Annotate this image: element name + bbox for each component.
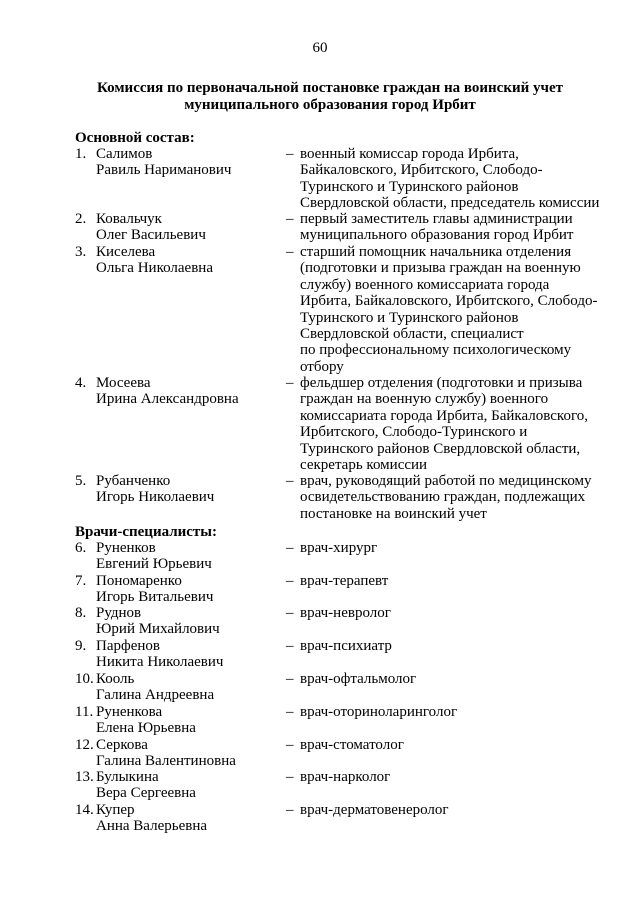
- role-line: Туринского районов Свердловской области,: [300, 440, 581, 457]
- member-number: 4.: [75, 375, 87, 391]
- dash-separator: –: [286, 244, 294, 260]
- member-role: [300, 704, 615, 720]
- role-line: комиссариата города Ирбита, Байкаловского,: [300, 407, 588, 424]
- title-line-1: Комиссия по первоначальной постановке граждан на воинский учет: [97, 80, 563, 96]
- member-name: [96, 802, 286, 835]
- role-line: Ирбита, Байкаловского, Ирбитского, Слободо-: [300, 293, 598, 310]
- member-name: [96, 737, 286, 770]
- member-role: [300, 802, 615, 818]
- dash-separator: –: [286, 211, 294, 227]
- member-surname: Парфенов: [96, 638, 160, 654]
- document-title: [60, 80, 600, 114]
- member-given-name: Никита Николаевич: [96, 654, 224, 671]
- member-role: [300, 573, 615, 589]
- member-role: [300, 671, 615, 687]
- member-name: [96, 573, 286, 606]
- member-number: 2.: [75, 211, 87, 227]
- member-given-name: Юрий Михайлович: [96, 621, 220, 638]
- member-given-name: Ольга Николаевна: [96, 260, 213, 277]
- role-line: (подготовки и призыва граждан на военную: [300, 260, 581, 277]
- member-name: [96, 540, 286, 573]
- member-role: [300, 473, 615, 522]
- member-number: 1.: [75, 146, 87, 162]
- member-name: [96, 671, 286, 704]
- member-surname: Рубанченко: [96, 473, 171, 489]
- member-given-name: Вера Сергеевна: [96, 785, 196, 802]
- role-line: Туринского и Туринского районов: [300, 178, 519, 195]
- member-given-name: Евгений Юрьевич: [96, 556, 212, 573]
- dash-separator: –: [286, 737, 294, 753]
- dash-separator: –: [286, 769, 294, 785]
- member-given-name: Елена Юрьевна: [96, 720, 196, 737]
- role-line: Байкаловского, Ирбитского, Слободо-: [300, 162, 543, 179]
- member-surname: Руднов: [96, 605, 142, 621]
- role-line: врач-невролог: [300, 605, 391, 621]
- member-role: [300, 605, 615, 621]
- role-line: врач-терапевт: [300, 573, 389, 589]
- role-line: врач-оториноларинголог: [300, 704, 458, 720]
- member-name: [96, 704, 286, 737]
- member-number: 12.: [75, 737, 94, 753]
- role-line: отбору: [300, 358, 344, 375]
- member-given-name: Игорь Витальевич: [96, 589, 214, 606]
- member-surname: Купер: [96, 802, 135, 818]
- member-role: [300, 737, 615, 753]
- member-surname: Руненков: [96, 540, 156, 556]
- role-line: врач-психиатр: [300, 638, 392, 654]
- member-number: 13.: [75, 769, 94, 785]
- member-surname: Мосеева: [96, 375, 151, 391]
- role-line: фельдшер отделения (подготовки и призыва: [300, 375, 583, 391]
- member-surname: Серкова: [96, 737, 148, 753]
- member-surname: Ковальчук: [96, 211, 162, 227]
- member-role: [300, 769, 615, 785]
- member-name: [96, 244, 286, 277]
- member-name: [96, 375, 286, 408]
- dash-separator: –: [286, 704, 294, 720]
- role-line: Ирбитского, Слободо-Туринского и: [300, 424, 528, 441]
- role-line: врач-дерматовенеролог: [300, 802, 449, 818]
- role-line: по профессиональному психологическому: [300, 342, 572, 359]
- role-line: постановке на воинский учет: [300, 505, 487, 522]
- member-name: [96, 146, 286, 179]
- member-role: [300, 638, 615, 654]
- role-line: Свердловской области, специалист: [300, 326, 524, 343]
- member-surname: Кооль: [96, 671, 135, 687]
- member-surname: Булыкина: [96, 769, 159, 785]
- member-number: 3.: [75, 244, 87, 260]
- member-number: 5.: [75, 473, 87, 489]
- member-name: [96, 211, 286, 244]
- doctors-heading: Врачи-специалисты:: [75, 524, 218, 540]
- dash-separator: –: [286, 146, 294, 162]
- member-number: 9.: [75, 638, 87, 654]
- member-number: 11.: [75, 704, 94, 720]
- role-line: врач-нарколог: [300, 769, 391, 785]
- dash-separator: –: [286, 375, 294, 391]
- member-given-name: Равиль Нариманович: [96, 162, 232, 179]
- role-line: врач-офтальмолог: [300, 671, 417, 687]
- role-line: службу) военного комиссариата города: [300, 276, 550, 293]
- role-line: военный комиссар города Ирбита,: [300, 146, 519, 162]
- member-role: [300, 244, 615, 375]
- role-line: освидетельствованию граждан, подлежащих: [300, 489, 586, 506]
- member-given-name: Анна Валерьевна: [96, 818, 207, 835]
- member-name: [96, 473, 286, 506]
- member-role: [300, 211, 615, 244]
- member-given-name: Ирина Александровна: [96, 391, 239, 408]
- member-name: [96, 638, 286, 671]
- member-number: 14.: [75, 802, 94, 818]
- member-given-name: Олег Васильевич: [96, 227, 206, 244]
- member-name: [96, 605, 286, 638]
- member-surname: Салимов: [96, 146, 153, 162]
- member-number: 8.: [75, 605, 87, 621]
- dash-separator: –: [286, 540, 294, 556]
- dash-separator: –: [286, 802, 294, 818]
- member-surname: Пономаренко: [96, 573, 182, 589]
- role-line: граждан на военную службу) военного: [300, 391, 549, 408]
- title-line-2: муниципального образования город Ирбит: [184, 97, 476, 113]
- role-line: Свердловской области, председатель комиссии: [300, 195, 600, 212]
- dash-separator: –: [286, 573, 294, 589]
- member-given-name: Галина Валентиновна: [96, 753, 236, 770]
- member-number: 6.: [75, 540, 87, 556]
- role-line: Туринского и Туринского районов: [300, 309, 519, 326]
- role-line: муниципального образования город Ирбит: [300, 227, 574, 244]
- member-surname: Киселева: [96, 244, 156, 260]
- member-surname: Руненкова: [96, 704, 163, 720]
- main-composition-heading: Основной состав:: [75, 130, 195, 146]
- role-line: врач, руководящий работой по медицинскому: [300, 473, 592, 489]
- member-role: [300, 375, 615, 473]
- member-number: 10.: [75, 671, 94, 687]
- page-number: 60: [312, 40, 328, 56]
- dash-separator: –: [286, 671, 294, 687]
- member-role: [300, 540, 615, 556]
- member-role: [300, 146, 615, 212]
- role-line: врач-стоматолог: [300, 737, 404, 753]
- member-given-name: Галина Андреевна: [96, 687, 215, 704]
- role-line: врач-хирург: [300, 540, 378, 556]
- member-number: 7.: [75, 573, 87, 589]
- role-line: первый заместитель главы администрации: [300, 211, 573, 227]
- dash-separator: –: [286, 605, 294, 621]
- member-name: [96, 769, 286, 802]
- role-line: старший помощник начальника отделения: [300, 244, 572, 260]
- dash-separator: –: [286, 473, 294, 489]
- dash-separator: –: [286, 638, 294, 654]
- member-given-name: Игорь Николаевич: [96, 489, 215, 506]
- role-line: секретарь комиссии: [300, 457, 428, 474]
